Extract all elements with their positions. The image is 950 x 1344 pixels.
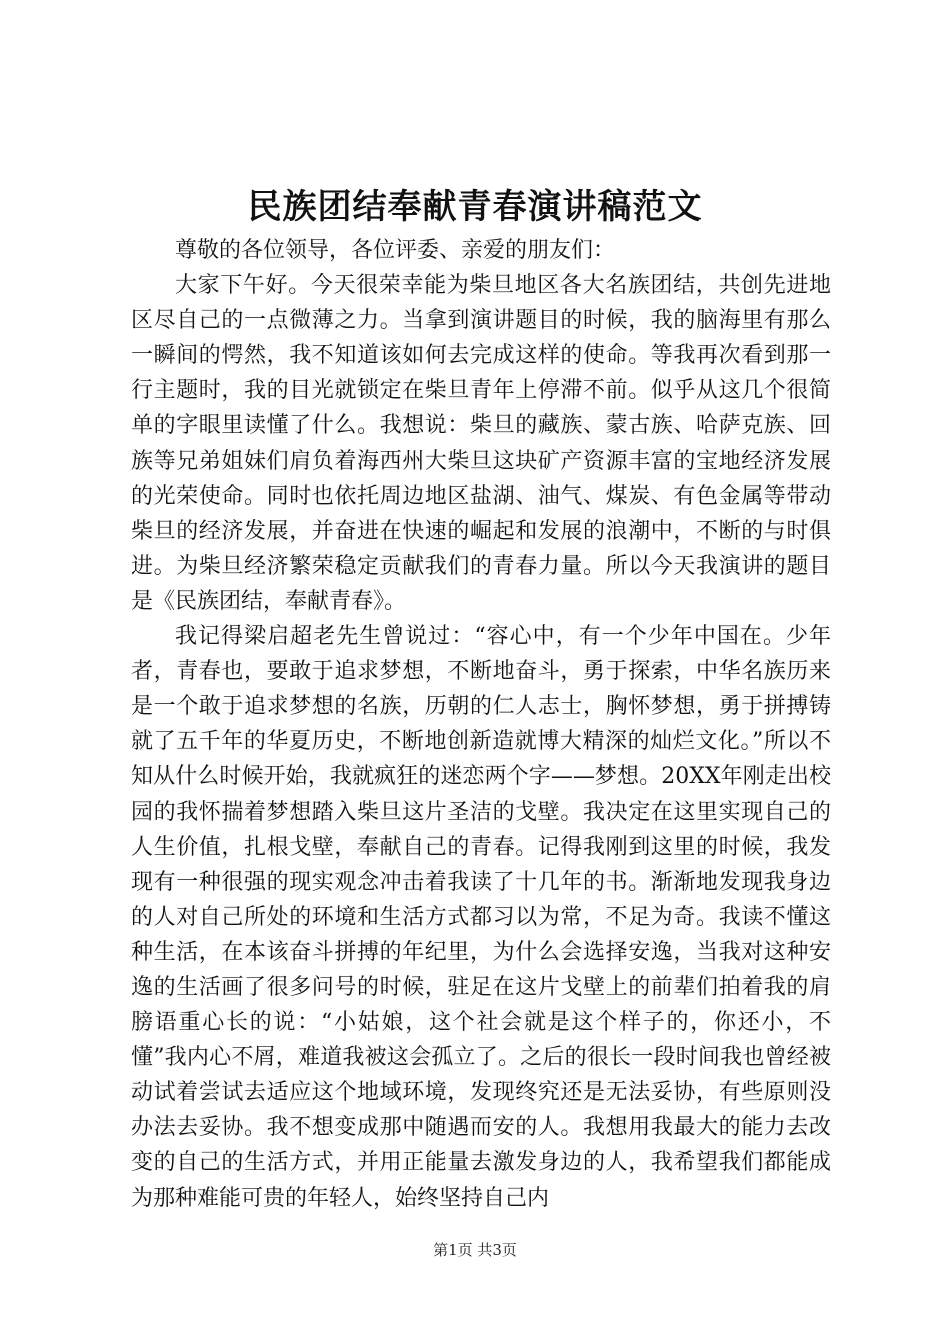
document-body [131, 233, 831, 1216]
salutation-paragraph: 尊敬的各位领导，各位评委、亲爱的朋友们： [175, 238, 616, 263]
body-paragraph: 大家下午好。今天很荣幸能为柴旦地区各大名族团结，共创先进地区尽自己的一点微薄之力。当拿到演讲题目的时候，我的脑海里有那么一瞬间的愕然，我不知道该如何去完成这样的使命。等我再次看到那一行主题时，我的目光就锁定在柴旦青年上停滞不前。似乎从这几个很简单的字眼里读懂了什么。我想说：柴旦的藏族、蒙古族、哈萨克族、回族等兄弟姐妹们肩负着海西州大柴旦这块矿产资源丰富的宝地经济发展的光荣使命。同时也依托周边地区盐湖、油气、煤炭、有色金属等带动柴旦的经济发展，并奋进在快速的崛起和发展的浪潮中，不断的与时俱进。为柴旦经济繁荣稳定贡献我们的青春力量。所以今天我演讲的题目是《民族团结，奉献青春》。 [131, 273, 831, 614]
page-number-footer: 第1页 共3页 [433, 1241, 517, 1259]
body-paragraph: 我记得梁启超老先生曾说过：“容心中，有一个少年中国在。少年者，青春也，要敢于追求梦想，不断地奋斗，勇于探索，中华名族历来是一个敢于追求梦想的名族，历朝的仁人志士，胸怀梦想，勇于拼搏铸就了五千年的华夏历史，不断地创新造就博大精深的灿烂文化。”所以不知从什么时候开始，我就疯狂的迷恋两个字——梦想。20XX年刚走出校园的我怀揣着梦想踏入柴旦这片圣洁的戈壁。我决定在这里实现自己的人生价值，扎根戈壁，奉献自己的青春。记得我刚到这里的时候，我发现有一种很强的现实观念冲击着我读了十几年的书。渐渐地发现我身边的人对自己所处的环境和生活方式都习以为常，不足为奇。我读不懂这种生活，在本该奋斗拼搏的年纪里，为什么会选择安逸，当我对这种安逸的生活画了很多问号的时候，驻足在这片戈壁上的前辈们拍着我的肩膀语重心长的说：“小姑娘，这个社会就是这个样子的，你还小，不懂”我内心不屑，难道我被这会孤立了。之后的很长一段时间我也曾经被动试着尝试去适应这个地域环境，发现终究还是无法妥协，有些原则没办法去妥协。我不想变成那中随遇而安的人。我想用我最大的能力去改变的自己的生活方式，并用正能量去激发身边的人，我希望我们都能成为那种难能可贵的年轻人，始终坚持自己内 [131, 624, 831, 1211]
document-title: 民族团结奉献青春演讲稿范文 [247, 187, 703, 227]
